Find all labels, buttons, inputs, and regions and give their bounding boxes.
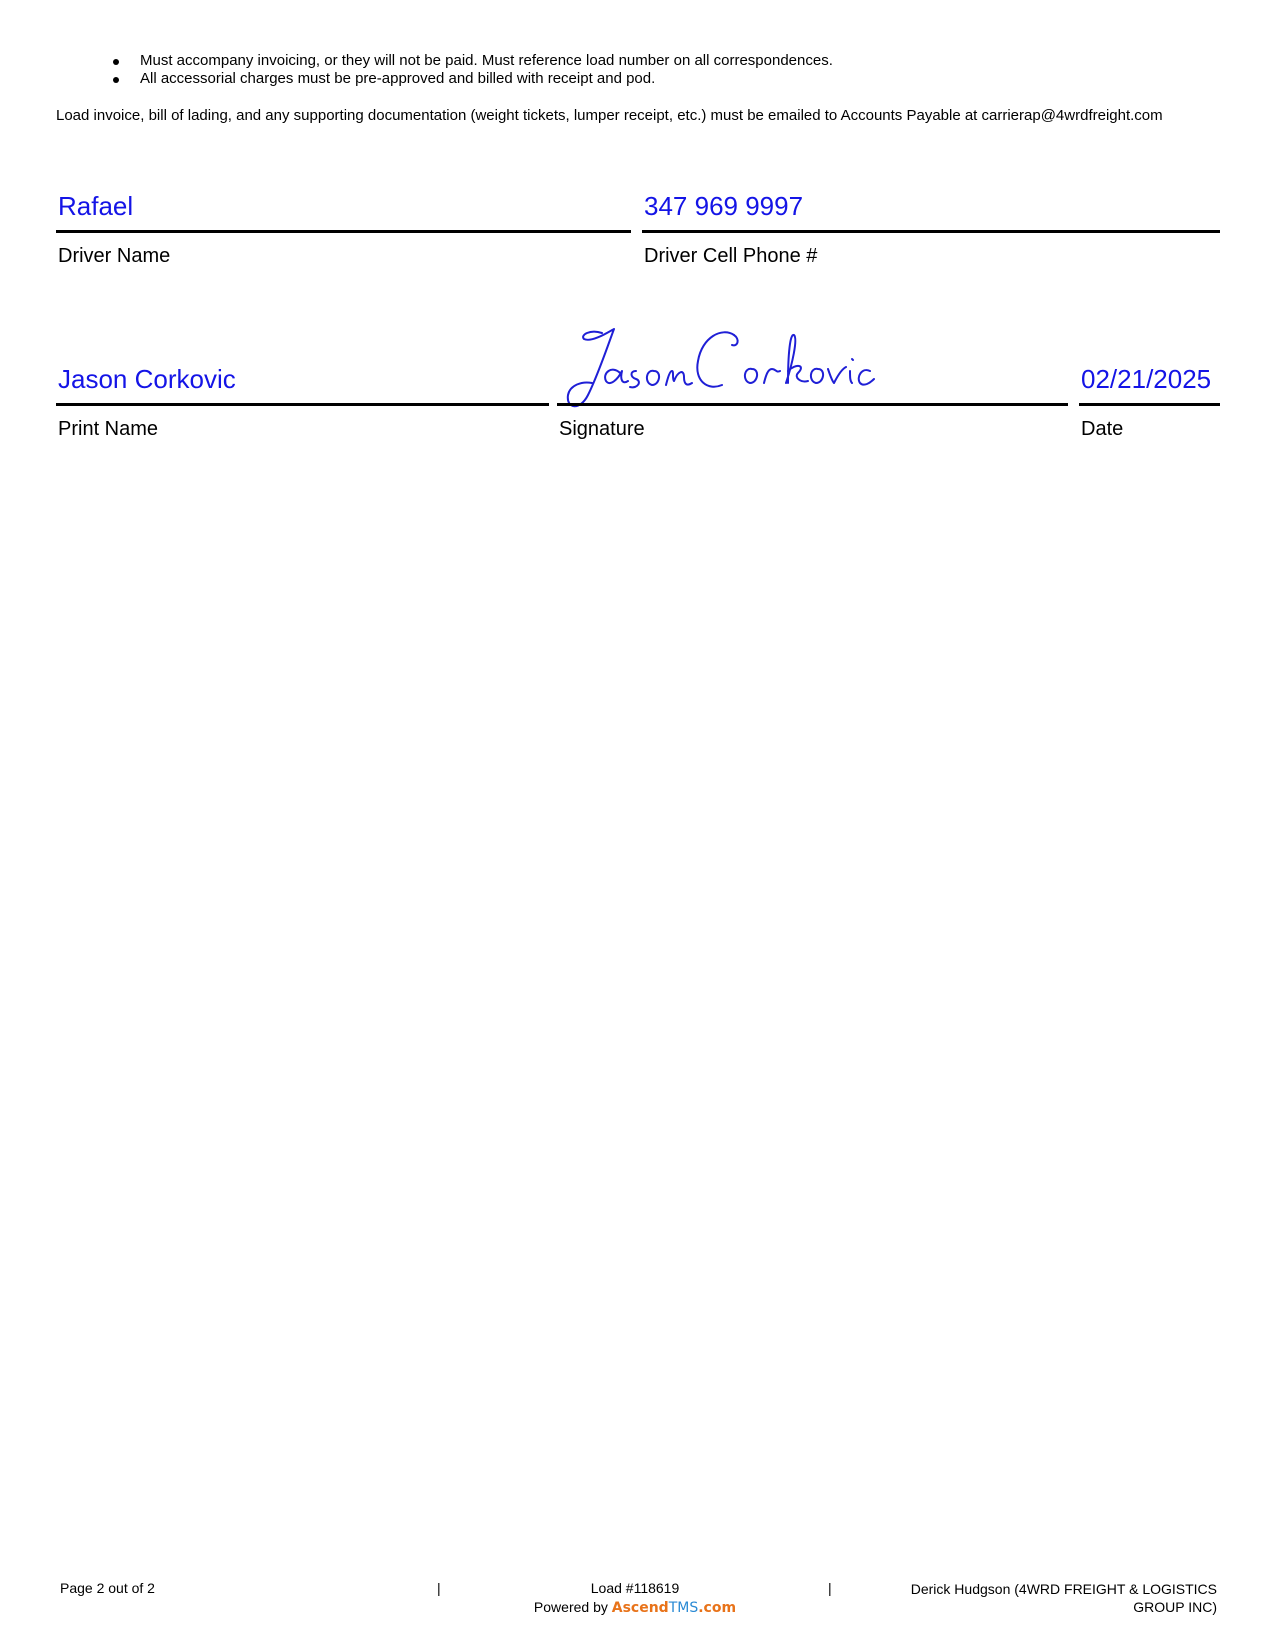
terms-bullet-item xyxy=(113,52,833,70)
bullet-dot-icon xyxy=(113,59,119,65)
terms-bullet-item xyxy=(113,70,833,88)
signature-label: Signature xyxy=(559,418,645,440)
print-name-label: Print Name xyxy=(58,418,159,440)
date-field xyxy=(1079,363,1220,443)
document-author: Derick Hudgson (4WRD FREIGHT & LOGISTICS GROUP INC) xyxy=(910,1581,1217,1615)
powered-by xyxy=(520,1599,750,1616)
print-name-underline xyxy=(56,403,549,406)
driver-phone-field xyxy=(642,190,1220,270)
brand-ascend: Ascend xyxy=(611,1600,669,1616)
footer-separator: | xyxy=(437,1580,441,1596)
footer-separator: | xyxy=(828,1580,832,1596)
driver-name-field xyxy=(56,190,631,270)
payment-instructions: Load invoice, bill of lading, and any supporting documentation (weight tickets, lumper receipt, etc.) must be emailed to Accounts Payable at carrierap@4wrdfreight.com xyxy=(56,107,1163,124)
driver-name-value: Rafael xyxy=(58,191,134,221)
driver-name-underline xyxy=(56,230,631,233)
terms-bullet-text: Must accompany invoicing, or they will not be paid. Must reference load number on all correspondences. xyxy=(140,52,833,69)
brand-tms: TMS xyxy=(668,1600,699,1616)
terms-bullet-list xyxy=(113,52,833,88)
driver-phone-underline xyxy=(642,230,1220,233)
page-number: Page 2 out of 2 xyxy=(60,1580,155,1596)
driver-phone-value: 347 969 9997 xyxy=(644,191,804,221)
load-number: Load #118619 xyxy=(590,1580,680,1596)
print-name-field xyxy=(56,363,549,443)
terms-bullet-text: All accessorial charges must be pre-approved and billed with receipt and pod. xyxy=(140,70,656,87)
brand-dotcom: .com xyxy=(698,1600,737,1616)
print-name-value: Jason Corkovic xyxy=(58,364,236,394)
powered-by-label: Powered by xyxy=(533,1599,608,1615)
date-label: Date xyxy=(1081,418,1124,440)
date-value: 02/21/2025 xyxy=(1081,364,1212,394)
driver-phone-label: Driver Cell Phone # xyxy=(644,245,818,267)
ascendtms-logo xyxy=(612,1599,736,1615)
signature-underline xyxy=(557,403,1068,406)
bullet-dot-icon xyxy=(113,77,119,83)
date-underline xyxy=(1079,403,1220,406)
driver-name-label: Driver Name xyxy=(58,245,171,267)
signature-field xyxy=(557,363,1068,443)
